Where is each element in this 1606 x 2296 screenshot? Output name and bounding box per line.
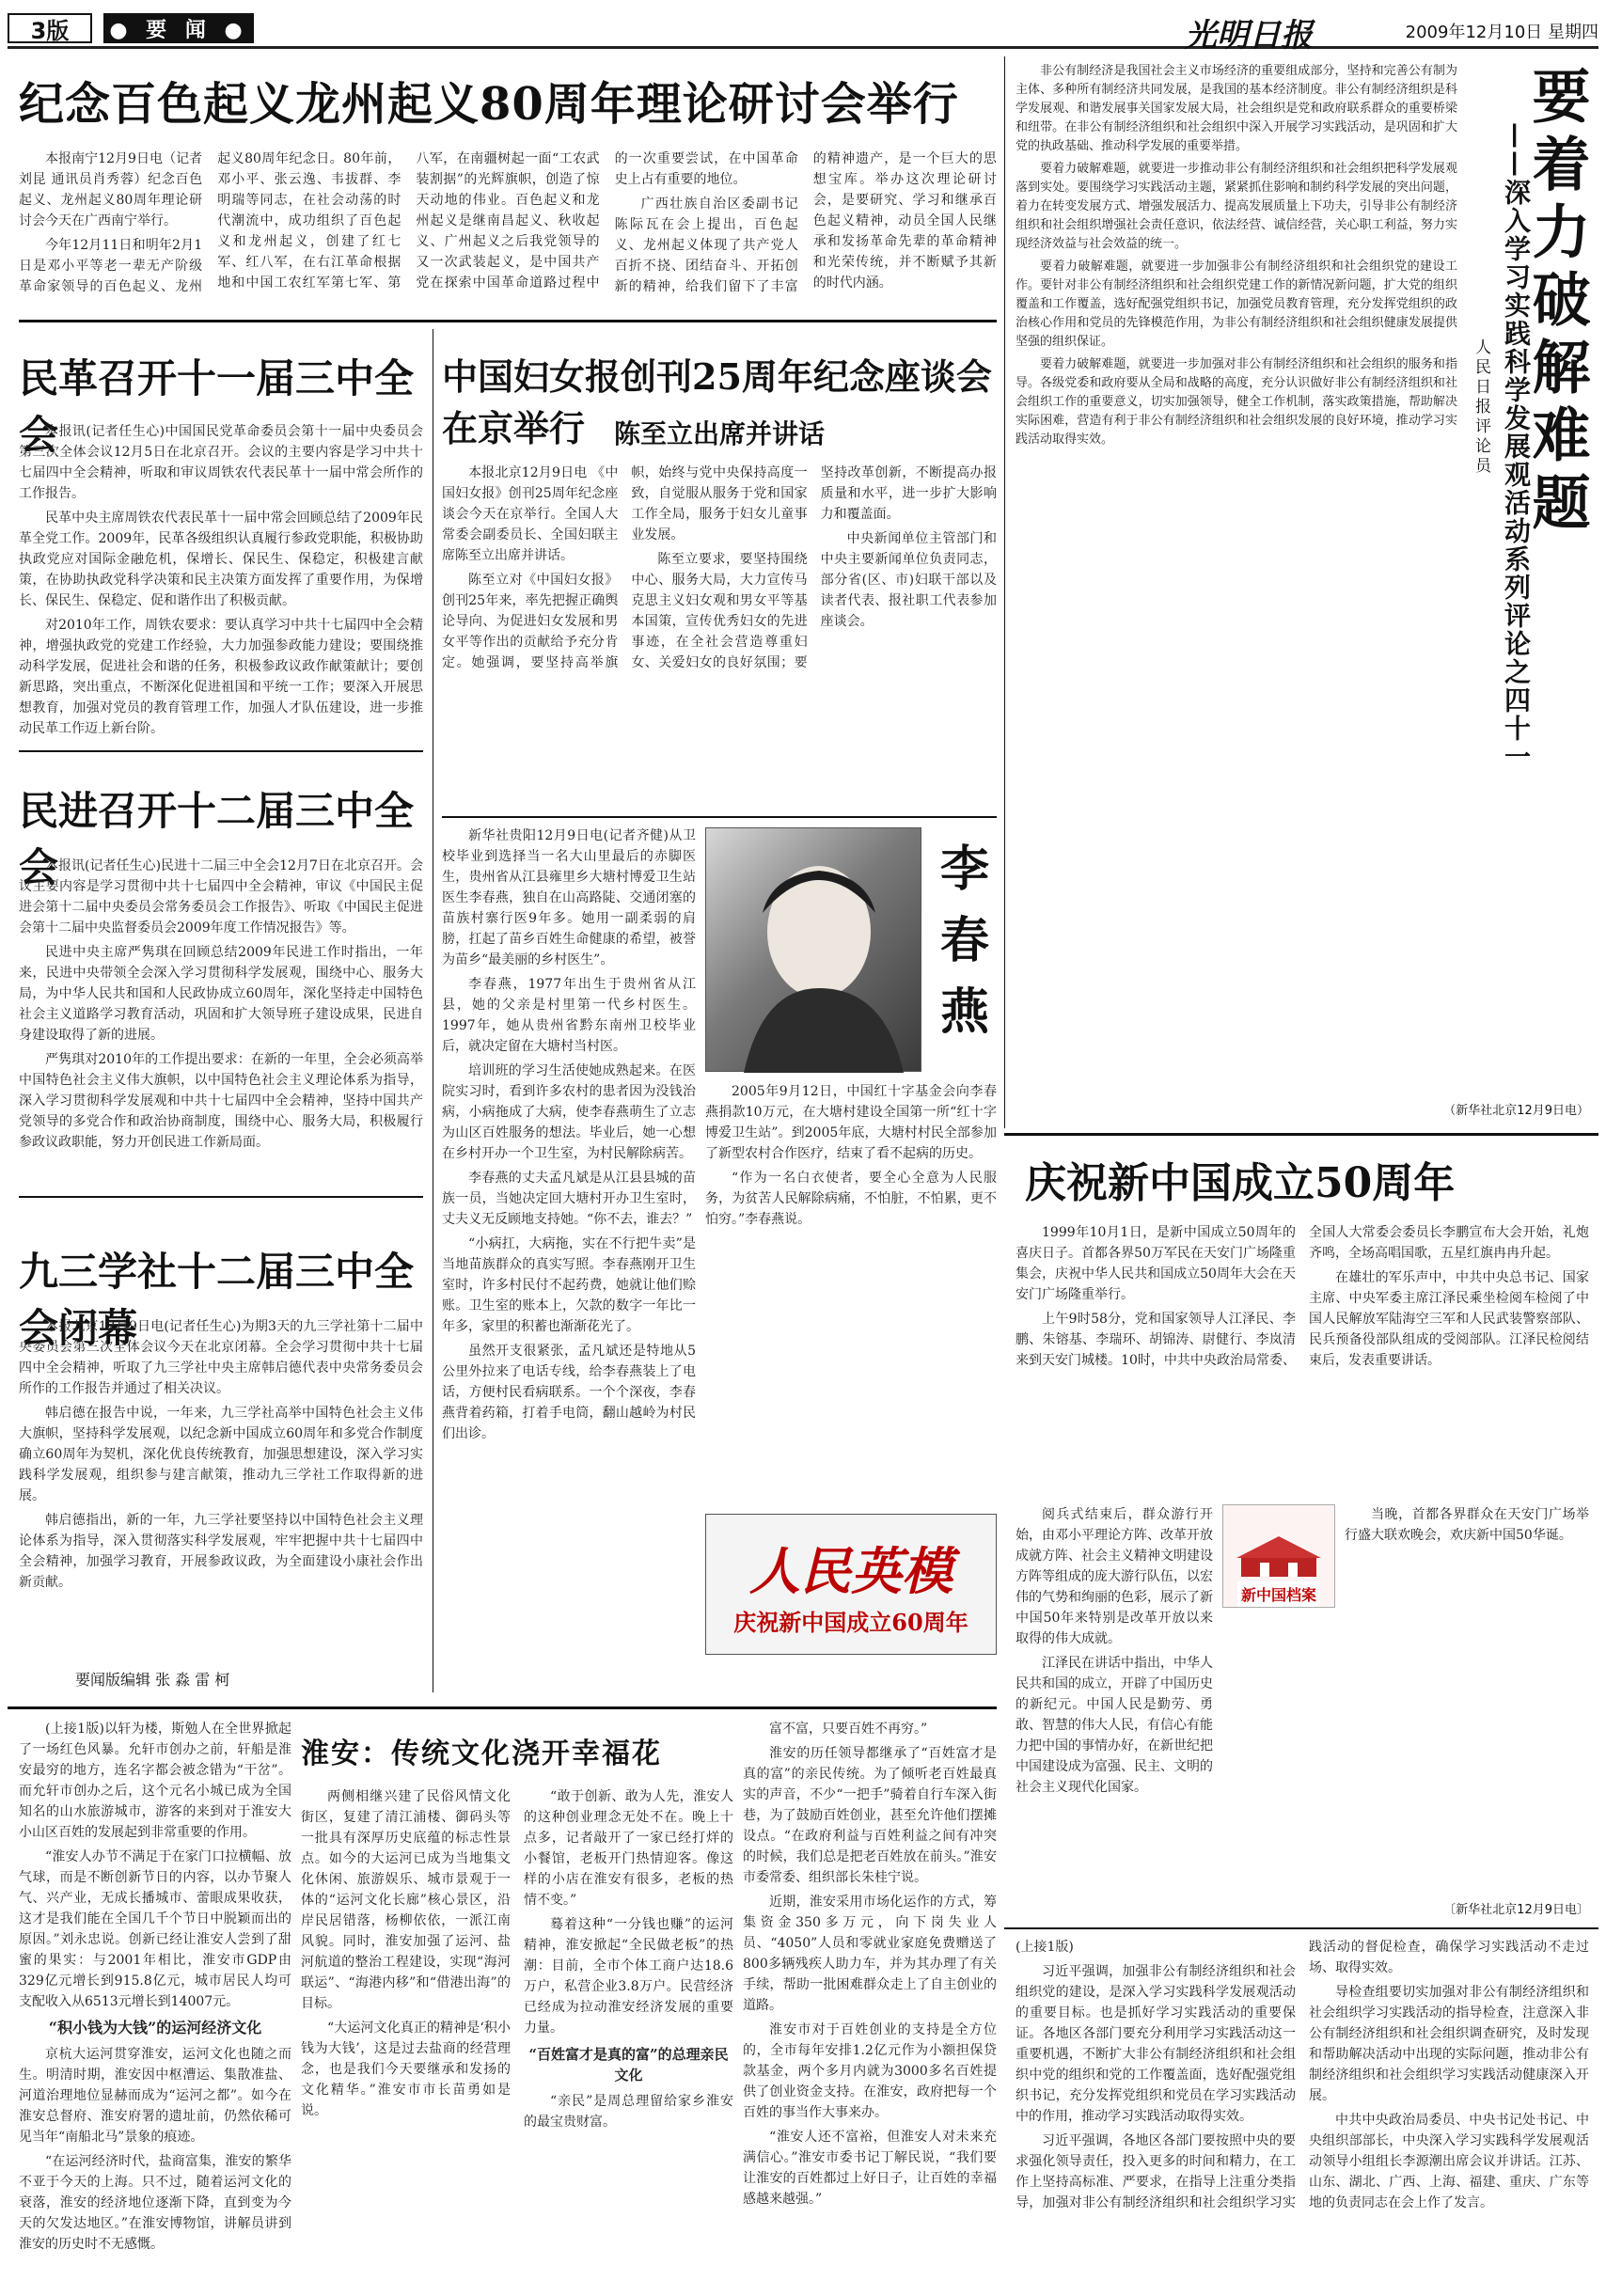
commentary-credit: （新华社北京12月9日电）	[1443, 1104, 1589, 1118]
archive-badge	[1222, 1504, 1335, 1608]
celebrate-credit: 〔新华社北京12月9日电〕	[1443, 1903, 1589, 1917]
article-body-huaian-3	[743, 1719, 997, 2292]
paragraph: 江泽民在讲话中指出，中华人民共和国的成立，开辟了中国历史的新纪元。中国人民是勤劳、勇敢、智慧的伟大人民，有信心有能力把中国的事情办好，在新世纪把中国建设成为富强、民主、文明的社会主义现代化国家。	[1016, 1656, 1213, 1795]
paragraph: 要着力破解难题，就要进一步加强非公有制经济组织和社会组织党的建设工作。要针对非公有制经济组织和社会组织党建工作的新情况新问题，扩大党的组织覆盖和工作覆盖，选好配强党组织书记，加强党员教育管理，充分发挥党组织的政治核心作用和党员的先锋模范作用，为非公有制经济组织和社会组织健康发展提供坚强的组织保证。	[1016, 259, 1457, 349]
paragraph: 韩启德在报告中说，一年来，九三学社高举中国特色社会主义伟大旗帜，坚持科学发展观，以纪念新中国成立60周年和多党合作制度确立60周年为契机，深化优良传统教育，加强思想建设，深入学习实践科学发展观，组织参与建言献策，推动九三学社工作取得新的进展。	[19, 1406, 423, 1503]
paragraph: 严隽琪对2010年的工作提出要求：在新的一年里，全会必须高举中国特色社会主义伟大旗帜，以中国特色社会主义理论体系为指导，深入学习贯彻科学发展观和中共十七届四中全会精神，坚持中国共产党领导的多党合作和政治协商制度，围绕中心、服务大局，积极履行参政议政职能，努力开创民进工作新局面。	[19, 1052, 423, 1150]
headline-funv: 中国妇女报创刊25周年纪念座谈会在京举行	[442, 355, 992, 449]
paragraph: 当晚，首都各界群众在天安门广场举行盛大联欢晚会，欢庆新中国50华诞。	[1345, 1507, 1589, 1543]
paragraph: 广西壮族自治区委副书记陈际瓦在会上提出，百色起义、龙州起义体现了共产党人百折不挠、团结奋斗、开拓创新的精神，给我们留下了丰富的精神遗产，是一个巨大的思想宝库。举办这次理论研讨会，是要研究、学习和继承百色起义精神，动员全国人民继承和发扬革命先辈的革命精神和光荣传统，并不断赋予其新的时代内涵。	[614, 151, 997, 294]
article-body-bottom-right	[1016, 1937, 1589, 2292]
article-body-baise	[19, 149, 997, 308]
commentary-byline: 人民日报评论员	[1472, 338, 1490, 477]
paragraph: 两侧相继兴建了民俗风情文化街区，复建了清江浦楼、御码头等一批具有深厚历史底蕴的标志性景点。如今的大运河已成为当地集文化休闲、旅游娱乐、城市景观于一体的“运河文化长廊”核心景区，沿岸民居错落，杨柳依依，一派江南风貌。同时，淮安加强了运河、盐河航道的整治工程建设，实现“海河联运”、“海港内移”和“借港出海”的目标。	[301, 1789, 511, 2011]
headline-huaian: 淮安：传统文化浇开幸福花	[301, 1738, 662, 1770]
paragraph: 非公有制经济是我国社会主义市场经济的重要组成部分，坚持和完善公有制为主体、多种所有制经济共同发展，是我国的基本经济制度。非公有制经济组织是科学发展观、和谐发展事关国家发展大局，社会组织是党和政府联系群众的重要桥梁和纽带。在非公有制经济组织和社会组织中深入开展学习实践活动，是巩固和扩大党的执政基础、推动科学发展的重要举措。	[1016, 64, 1457, 153]
paragraph: 民进中央主席严隽琪在回顾总结2009年民进工作时指出，一年来，民进中央带领全会深入学习贯彻科学发展观，围绕中心、服务大局，为中华人民共和国和人民政协成立60周年，深化坚持走中国特色社会主义道路学习教育活动，巩固和扩大领导班子建设成果，民进自身建设取得了新的进展。	[19, 945, 423, 1043]
paragraph: (上接1版)	[1016, 1940, 1074, 1955]
commentary-title: 要着力破解难题	[1522, 66, 1591, 540]
paragraph: 李春燕的丈夫孟凡斌是从江县县城的苗族一员，当她决定回大塘村开办卫生室时，丈夫义无反顾地支持她。“你不去，谁去？”	[442, 1171, 696, 1227]
column-divider	[1004, 56, 1005, 1128]
renminyingmo-badge	[705, 1514, 997, 1655]
paragraph: 中央新闻单位主管部门和中央主要新闻单位负责同志，部分省(区、市)妇联干部以及读者代表、报社职工代表参加座谈会。	[820, 531, 997, 629]
paragraph: “在运河经济时代，盐商富集，淮安的繁华不亚于今天的上海。只不过，随着运河文化的衰落，淮安的经济地位逐渐下降，直到变为今天的欠发达地区。”在淮安博物馆，讲解员讲到淮安的历史时不无感慨。	[19, 2154, 291, 2252]
paragraph: 陈至立要求，要坚持围绕中心、服务大局，大力宣传马克思主义妇女观和男女平等基本国策，宣传优秀妇女的先进事迹，在全社会营造尊重妇女、关爱妇女的良好氛围；要坚持改革创新，不断提高办报质量和水平，进一步扩大影响力和覆盖面。	[631, 465, 997, 670]
article-body-huaian-1	[19, 1719, 291, 2292]
paragraph: 富不富，只要百姓不再穷。”	[769, 1722, 928, 1737]
portrait-silhouette-icon	[706, 828, 922, 1073]
article-body-commentary	[1016, 62, 1457, 1096]
paragraph: (上接1版)以轩为楼，斯勉人在全世界掀起了一场红色风暴。允轩市创办之前，轩船是淮安最穷的地方，连名字都会被念错为“干岔”。而允轩市创办之后，这个元名小城已成为全国知名的山水旅游城市，游客的来到对于淮安大小山区百姓的发展起到非常重要的作用。	[19, 1722, 291, 1840]
section-label: ● 要 闻 ●	[103, 13, 254, 43]
paragraph: 今年12月11日和明年2月1日是邓小平等老一辈无产阶级革命家领导的百色起义、龙州起义80周年纪念日。80年前，邓小平、张云逸、韦拔群、李明瑞等同志，在社会动荡的时代潮流中，成功组织了百色起义和龙州起义，创建了红七军、红八军，在右江革命根据地和中国工农红军第七军、第八军，在南疆树起一面“工农武装割据”的光辉旗帜，创造了惊天动地的伟业。百色起义和龙州起义是继南昌起义、秋收起义、广州起义之后我党领导的又一次武装起义，是中国共产党在探索中国革命道路过程中的一次重要尝试，在中国革命史上占有重要的地位。	[19, 151, 798, 294]
badge-title: 人民英模	[749, 1541, 953, 1601]
subheadline-funv: 陈至立出席并讲话	[613, 418, 825, 449]
section-heading: “百姓富才是真的富”的总理亲民文化	[528, 2046, 729, 2084]
article-body-funv	[442, 463, 997, 809]
divider	[1004, 1133, 1598, 1136]
divider	[442, 816, 997, 818]
divider	[19, 320, 997, 322]
article-body-celebrate-left	[1016, 1504, 1213, 1899]
badge-subtitle: 庆祝新中国成立60周年	[733, 1609, 968, 1636]
paragraph: 本报讯(记者任生心)中国国民党革命委员会第十一届中央委员会第三次全体会议12月5日在北京召开。会议的主要内容是学习中共十七届四中全会精神，听取和审议周铁农代表民革十一届中常会所作的工作报告。	[19, 424, 423, 501]
paragraph: 蓦着这种“一分钱也赚”的运河精神，淮安掀起“全民做老板”的热潮：目前，全市个体工商户达18.6万户，私营企业3.8万户。民营经济已经成为拉动淮安经济发展的重要力量。	[524, 1917, 733, 2036]
headline-minge: 民革召开十一届三中全会	[19, 355, 415, 458]
paragraph: “淮安人办节不满足于在家门口拉横幅、放气球，而是不断创新节日的内容，以办节聚人气、兴产业，无成长播城市、蕾眼成果收获，这才是我们能在全国几千个节日中脱颖而出的原因。”刘永忠说。创新已经让淮安人尝到了甜蜜的果实：与2001年相比，淮安市GDP由329亿元增长到915.8亿元，城市居民人均可支配收入从6513元增长到14007元。	[19, 1849, 291, 2009]
article-body-huaian-2	[301, 1786, 733, 2292]
editor-credit: 要闻版编辑 张 淼 雷 柯	[75, 1671, 230, 1689]
archive-badge-label: 新中国档案	[1237, 1581, 1320, 1607]
paragraph: 要着力破解难题，就要进一步加强对非公有制经济组织和社会组织的服务和指导。各级党委和政府要从全局和战略的高度，充分认识做好非公有制经济组织和社会组织工作的重要意义，切实加强领导，健全工作机制，落实政策措施，帮助解决实际困难，营造有利于非公有制经济组织和社会组织发展的良好环境，推动学习实践活动取得实效。	[1016, 357, 1457, 447]
paragraph: 本报讯(记者任生心)民进十二届三中全会12月7日在北京召开。会议主要内容是学习贯彻中共十七届四中全会精神，审议《中国民主促进会第十二届中央委员会常务委员会工作报告》、听取《中国民主促进会第十二届中央监督委员会2009年度工作情况报告》等。	[19, 858, 423, 936]
newspaper-name: 光明日报	[1185, 17, 1313, 55]
divider	[1004, 1927, 1598, 1929]
paragraph: 导检查组要切实加强对非公有制经济组织和社会组织学习实践活动的指导检查，注意深入非公有制经济组织和社会组织调查研究，及时发现和帮助解决活动中出现的实际问题，推动非公有制经济组织和社会组织学习实践活动健康深入开展。	[1309, 1985, 1589, 2103]
paragraph: “作为一名白衣使者，要全心全意为人民服务，为贫苦人民解除病痛，不怕脏，不怕累，更不怕穷。”李春燕说。	[705, 1171, 997, 1227]
paragraph: 民革中央主席周铁农代表民革十一届中常会回顾总结了2009年民革全党工作。2009年，民革各级组织认真履行参政党职能，积极协助执政党应对国际金融危机，保增长、保民生、保稳定，积极建言献策，在协助执政党科学决策和民主决策方面发挥了重要作用，为保增长、保民生、保稳定、促和谐作出了积极贡献。	[19, 511, 423, 608]
paragraph: 中共中央政治局委员、中央书记处书记、中央组织部部长，中央深入学习实践科学发展观活动领导小组组长李源潮出席会议并讲话。江苏、山东、湖北、广西、上海、福建、重庆、广东等地的负责同志在会上作了发言。	[1309, 2113, 1589, 2210]
paragraph: 本报南宁12月9日电（记者刘昆 通讯员肖秀蓉）纪念百色起义、龙州起义80周年理论研讨会今天在广西南宁举行。	[19, 151, 203, 228]
paragraph: “大运河文化真正的精神是‘积小钱为大钱’，这是过去盐商的经营理念，也是我们今天要继承和发扬的文化精华。”淮安市市长苗勇如是说。	[301, 2021, 511, 2118]
paragraph: 京杭大运河贯穿淮安，运河文化也随之而生。明清时期，淮安因中枢漕运、集散准盐、河道治理地位显赫而成为“运河之都”。如今在淮安总督府、淮安府署的遗址前，仍然依稀可见当年“南船北马”景象的痕迹。	[19, 2047, 291, 2145]
paragraph: 虽然开支很紧张，孟凡斌还是特地从5公里外拉来了电话专线，给李春燕装上了电话，方便村民看病联系。一个个深夜，李春燕背着药箱，打着手电筒，翻山越岭为村民们出诊。	[442, 1344, 696, 1441]
paragraph: “小病扛，大病拖，实在不行把牛卖”是当地苗族群众的真实写照。李春燕刚开卫生室时，许多村民付不起药费，她就让他们赊账。卫生室的账本上，欠款的数字一年比一年多，家里的积蓄也渐渐花光了。	[442, 1236, 696, 1334]
portrait-photo	[705, 827, 921, 1072]
paragraph: 习近平强调，加强非公有制经济组织和社会组织党的建设，是深入学习实践科学发展观活动的重要目标。也是抓好学习实践活动的重要保证。各地区各部门要充分利用学习实践活动这一重要机遇，不断扩大非公有制经济组织和社会组织中党的组织和党的工作覆盖面，选好配强党组织书记，充分发挥党组织和党员在学习实践活动中的作用，推动学习实践活动取得实效。	[1016, 1964, 1296, 2124]
paragraph: 阅兵式结束后，群众游行开始，由邓小平理论方阵、改革开放成就方阵、社会主义精神文明建设方阵等组成的庞大游行队伍，以宏伟的气势和绚丽的色彩，展示了新中国50年来特别是改革开放以来取得的伟大成就。	[1016, 1507, 1213, 1646]
paragraph: 李春燕，1977年出生于贵州省从江县，她的父亲是村里第一代乡村医生。1997年，她从贵州省黔东南州卫校毕业后，就决定留在大塘村当村医。	[442, 977, 696, 1054]
page-number: 3版	[8, 13, 92, 43]
issue-date: 2009年12月10日 星期四	[1405, 23, 1598, 42]
paragraph: 淮安的历任领导都继承了“百姓富才是真的富”的亲民传统。为了倾听老百姓最真实的声音，不少“一把手”骑着自行车深入街巷，为了鼓励百姓创业，甚至允许他们摆摊设点。“在政府利益与百姓利益之间有冲突的时候，我们总是把老百姓放在前头。”淮安市委常委、组织部长朱桂宁说。	[743, 1746, 997, 1885]
article-body-lichunyan-right	[705, 1081, 997, 1504]
article-body-minge	[19, 421, 423, 739]
paragraph: 对2010年工作，周铁农要求：要认真学习中共十七届四中全会精神，增强执政党的党建工作经验，大力加强参政能力建设；要围绕推动科学发展，促进社会和谐的任务，积极参政议政作献策献计；要创新思路，突出重点，不断深化促进祖国和平统一工作；要深入开展思想教育，加强对党员的教育管理工作，加强人才队伍建设，进一步推动民革工作迈上新台阶。	[19, 618, 423, 736]
divider	[19, 1196, 423, 1198]
divider	[8, 1706, 997, 1709]
paragraph: 淮安市对于百姓创业的支持是全方位的，全市每年安排1.2亿元作为小额担保贷款基金，两个多月内就为3000多名百姓提供了创业资金支持。在淮安，政府把每一个百姓的事当作大事来办。	[743, 2022, 997, 2120]
headline-baise: 纪念百色起义龙州起义80周年理论研讨会举行	[19, 78, 959, 131]
paragraph: 新华社贵阳12月9日电(记者齐健)从卫校毕业到选择当一名大山里最后的赤脚医生，贵州省从江县雍里乡大塘村博爱卫生站医生李春燕，独自在山高路陡、交通闭塞的苗族村寨行医9年多。她用一副柔弱的肩膀，扛起了苗乡百姓生命健康的希望，被誉为苗乡“最美丽的乡村医生”。	[442, 828, 696, 967]
paragraph: 本报北京12月9日电 《中国妇女报》创刊25周年纪念座谈会今天在京举行。全国人大常委会副委员长、全国妇联主席陈至立出席并讲话。	[442, 465, 619, 563]
paragraph: 要着力破解难题，就要进一步推动非公有制经济组织和社会组织把科学发展观落到实处。要围绕学习实践活动主题，紧紧抓住影响和制约科学发展的突出问题，着力在转变发展方式、增强发展活力、提高发展质量上下功夫，引导非公有制经济组织和社会组织增强社会责任意识，依法经营、诚信经营，关心职工利益，努力实现经济效益与社会效益的统一。	[1016, 162, 1457, 251]
article-body-minjin	[19, 856, 423, 1183]
headline-celebrate: 庆祝新中国成立50周年	[1025, 1159, 1456, 1207]
paragraph: 习近平强调，各地区各部门要按照中央的要求强化领导责任，投入更多的时间和精力，在工作上坚持高标准、严要求，在指导上注重分类指导，加强对非公有制经济组织和社会组织学习实践活动的督促检查，确保学习实践活动不走过场、取得实效。	[1016, 1940, 1589, 2210]
paragraph: “敢于创新、敢为人先，淮安人的这种创业理念无处不在。晚上十点多，记者敲开了一家已经打烊的小餐馆，老板开门热情迎客。像这样的小店在淮安有很多，老板的热情不变。”	[524, 1789, 733, 1908]
tiananmen-icon	[1232, 1525, 1326, 1581]
paragraph: “淮安人还不富裕，但淮安人对未来充满信心。”淮安市委书记丁解民说，“我们要让淮安的百姓都过上好日子，让百姓的幸福感越来越强。”	[743, 2130, 997, 2207]
paragraph: 陈至立对《中国妇女报》创刊25年来，率先把握正确舆论导向、为促进妇女发展和男女平等作出的贡献给予充分肯定。她强调，要坚持高举旗帜，始终与党中央保持高度一致，自觉服从服务于党和国家工作全局，服务于妇女儿童事业发展。	[442, 465, 808, 670]
paragraph: 在雄壮的军乐声中，中共中央总书记、国家主席、中央军委主席江泽民乘坐检阅车检阅了中国人民解放军陆海空三军和人民武装警察部队、民兵预备役部队组成的受阅部队。江泽民检阅结束后，发表重要讲话。	[1309, 1270, 1589, 1368]
paragraph: 1999年10月1日，是新中国成立50周年的喜庆日子。首都各界50万军民在天安门广场隆重集会，庆祝中华人民共和国成立50周年大会在天安门广场隆重举行。	[1016, 1225, 1296, 1302]
paragraph: “亲民”是周总理留给家乡淮安的最宝贵财富。	[524, 2094, 733, 2130]
paragraph: 上午9时58分，党和国家领导人江泽民、李鹏、朱镕基、李瑞环、胡锦涛、尉健行、李岚清来到天安门城楼。10时，中共中央政治局常委、全国人大常委会委员长李鹏宣布大会开始，礼炮齐鸣，全场高唱国歌，五星红旗冉冉升起。	[1016, 1225, 1589, 1368]
divider	[19, 750, 423, 752]
person-name: 李春燕	[931, 842, 989, 1057]
paragraph: 韩启德指出，新的一年，九三学社要坚持以中国特色社会主义理论体系为指导，深入贯彻落实科学发展观，牢牢把握中共十七届四中全会精神，加强学习教育，开展参政议政，为全面建设小康社会作出新贡献。	[19, 1513, 423, 1590]
commentary-subtitle: ——深入学习实践科学发展观活动系列评论之四十一	[1501, 122, 1532, 771]
article-body-celebrate-right	[1345, 1504, 1589, 1899]
article-body-lichunyan-left	[442, 826, 696, 1653]
paragraph: 近期，淮安采用市场化运作的方式，筹集资金350多万元，向下岗失业人员、“4050”人员和零就业家庭免费赠送了800多辆残疾人助力车，并为其办理了有关手续，帮助一批困难群众走上了自主创业的道路。	[743, 1895, 997, 2013]
paragraph: 2005年9月12日，中国红十字基金会向李春燕捐款10万元，在大塘村建设全国第一所“红十字博爱卫生站”。到2005年底，大塘村村民全部参加了新型农村合作医疗，结束了看不起病的历史。	[705, 1084, 997, 1161]
article-body-jiusan	[19, 1316, 423, 1655]
article-body-celebrate-top	[1016, 1222, 1589, 1504]
section-heading: “积小钱为大钱”的运河经济文化	[48, 2019, 262, 2037]
paragraph: 培训班的学习生活使她成熟起来。在医院实习时，看到许多农村的患者因为没钱治病，小病拖成了大病，使李春燕萌生了立志为山区百姓服务的想法。毕业后，她一心想在乡村开办一个卫生室，为村民解除病苦。	[442, 1063, 696, 1161]
headline-minjin: 民进召开十二届三中全会	[19, 788, 415, 890]
paragraph: 本报北京12月9日电(记者任生心)为期3天的九三学社第十二届中央委员会第三次全体会议今天在北京闭幕。全会学习贯彻中共十七届四中全会精神，听取了九三学社中央主席韩启德代表中央常务委员会所作的工作报告并通过了相关决议。	[19, 1319, 423, 1396]
headline-jiusan: 九三学社十二届三中全会闭幕	[19, 1249, 415, 1351]
